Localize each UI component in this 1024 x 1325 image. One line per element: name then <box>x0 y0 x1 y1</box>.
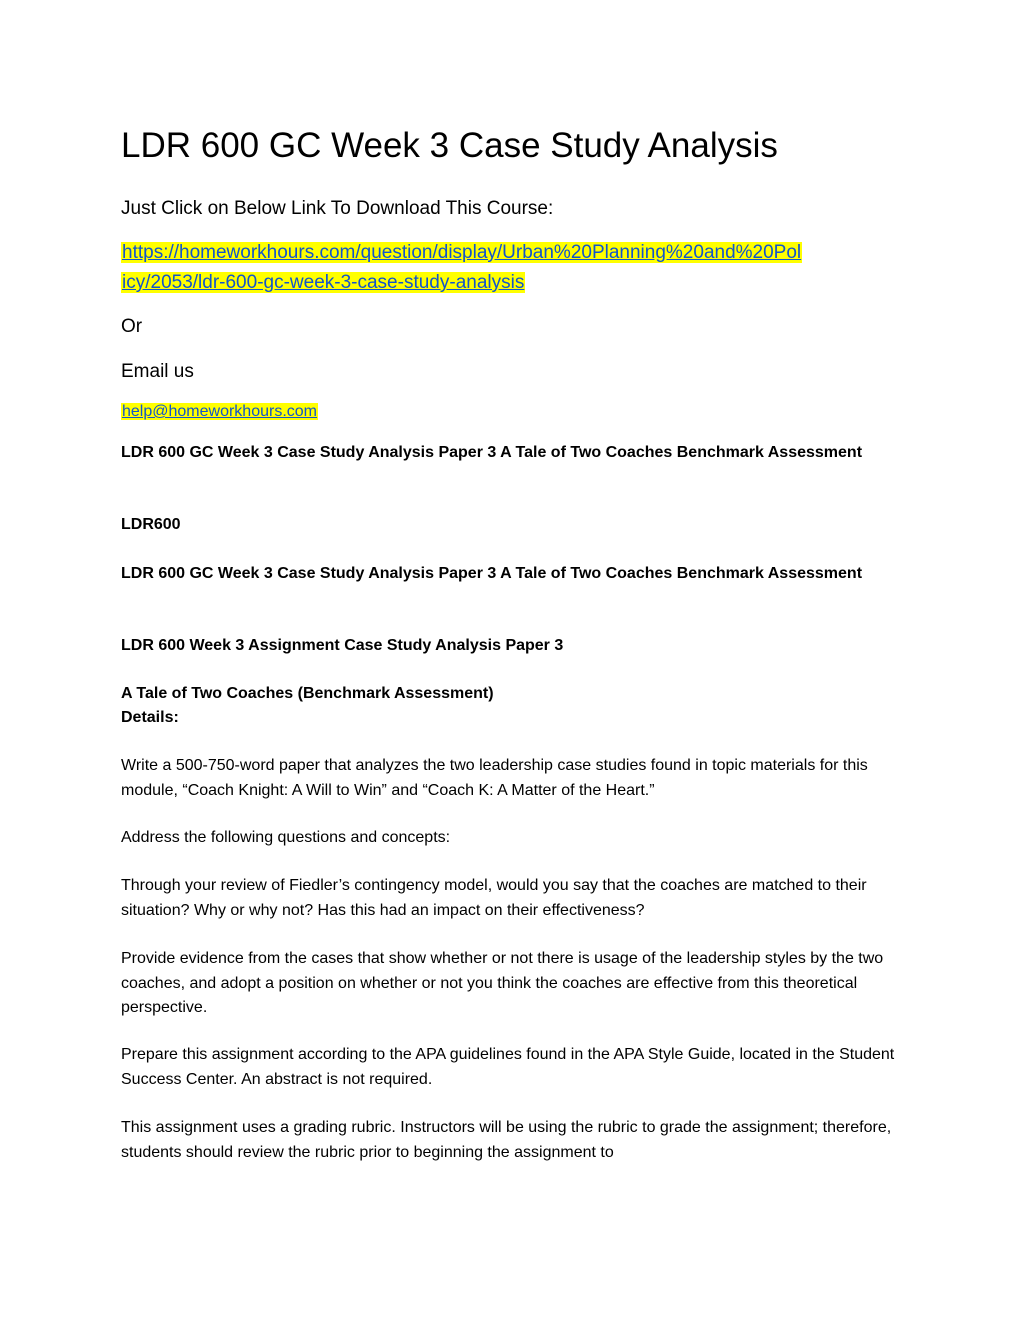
paragraph-evidence: Provide evidence from the cases that show whether or not there is usage of the leadership styles by the two coaches, and adopt a position on whether or not you think the coaches are effective from this theoretical perspective. <box>121 950 884 1016</box>
details-label: Details: <box>121 709 179 726</box>
email-link[interactable]: help@homeworkhours.com <box>122 403 317 420</box>
paragraph-address: Address the following questions and concepts: <box>121 829 451 846</box>
download-instruction: Just Click on Below Link To Download This Course: <box>121 198 554 219</box>
assessment-heading-2: LDR 600 GC Week 3 Case Study Analysis Paper 3 A Tale of Two Coaches Benchmark Assessment <box>121 565 863 582</box>
paragraph-fiedler: Through your review of Fiedler’s contingency model, would you say that the coaches are matched to their situation? Why or why not? Has this had an impact on their effectiveness? <box>121 877 867 919</box>
benchmark-heading: A Tale of Two Coaches (Benchmark Assessment) <box>121 685 494 702</box>
download-link-block <box>121 238 911 298</box>
paragraph-apa: Prepare this assignment according to the APA guidelines found in the APA Style Guide, located in the Student Success Center. An abstract is not required. <box>121 1046 895 1088</box>
download-link-line-2[interactable]: icy/2053/ldr-600-gc-week-3-case-study-analysis <box>122 272 525 293</box>
document-title: LDR 600 GC Week 3 Case Study Analysis <box>121 126 778 165</box>
download-link-line-1[interactable]: https://homeworkhours.com/question/display/Urban%20Planning%20and%20Pol <box>122 242 802 263</box>
assessment-heading-1: LDR 600 GC Week 3 Case Study Analysis Paper 3 A Tale of Two Coaches Benchmark Assessment <box>121 444 863 461</box>
assignment-heading: LDR 600 Week 3 Assignment Case Study Analysis Paper 3 <box>121 637 564 654</box>
paragraph-instructions: Write a 500-750-word paper that analyzes the two leadership case studies found in topic materials for this module, “Coach Knight: A Will to Win” and “Coach K: A Matter of the Heart.” <box>121 757 868 799</box>
paragraph-rubric: This assignment uses a grading rubric. Instructors will be using the rubric to grade the assignment; therefore, students should review the rubric prior to beginning the assignment to <box>121 1119 892 1161</box>
email-label: Email us <box>121 361 194 382</box>
benchmark-heading-block <box>121 682 881 730</box>
course-code: LDR600 <box>121 516 181 533</box>
or-separator: Or <box>121 316 143 337</box>
email-link-container <box>121 401 318 423</box>
